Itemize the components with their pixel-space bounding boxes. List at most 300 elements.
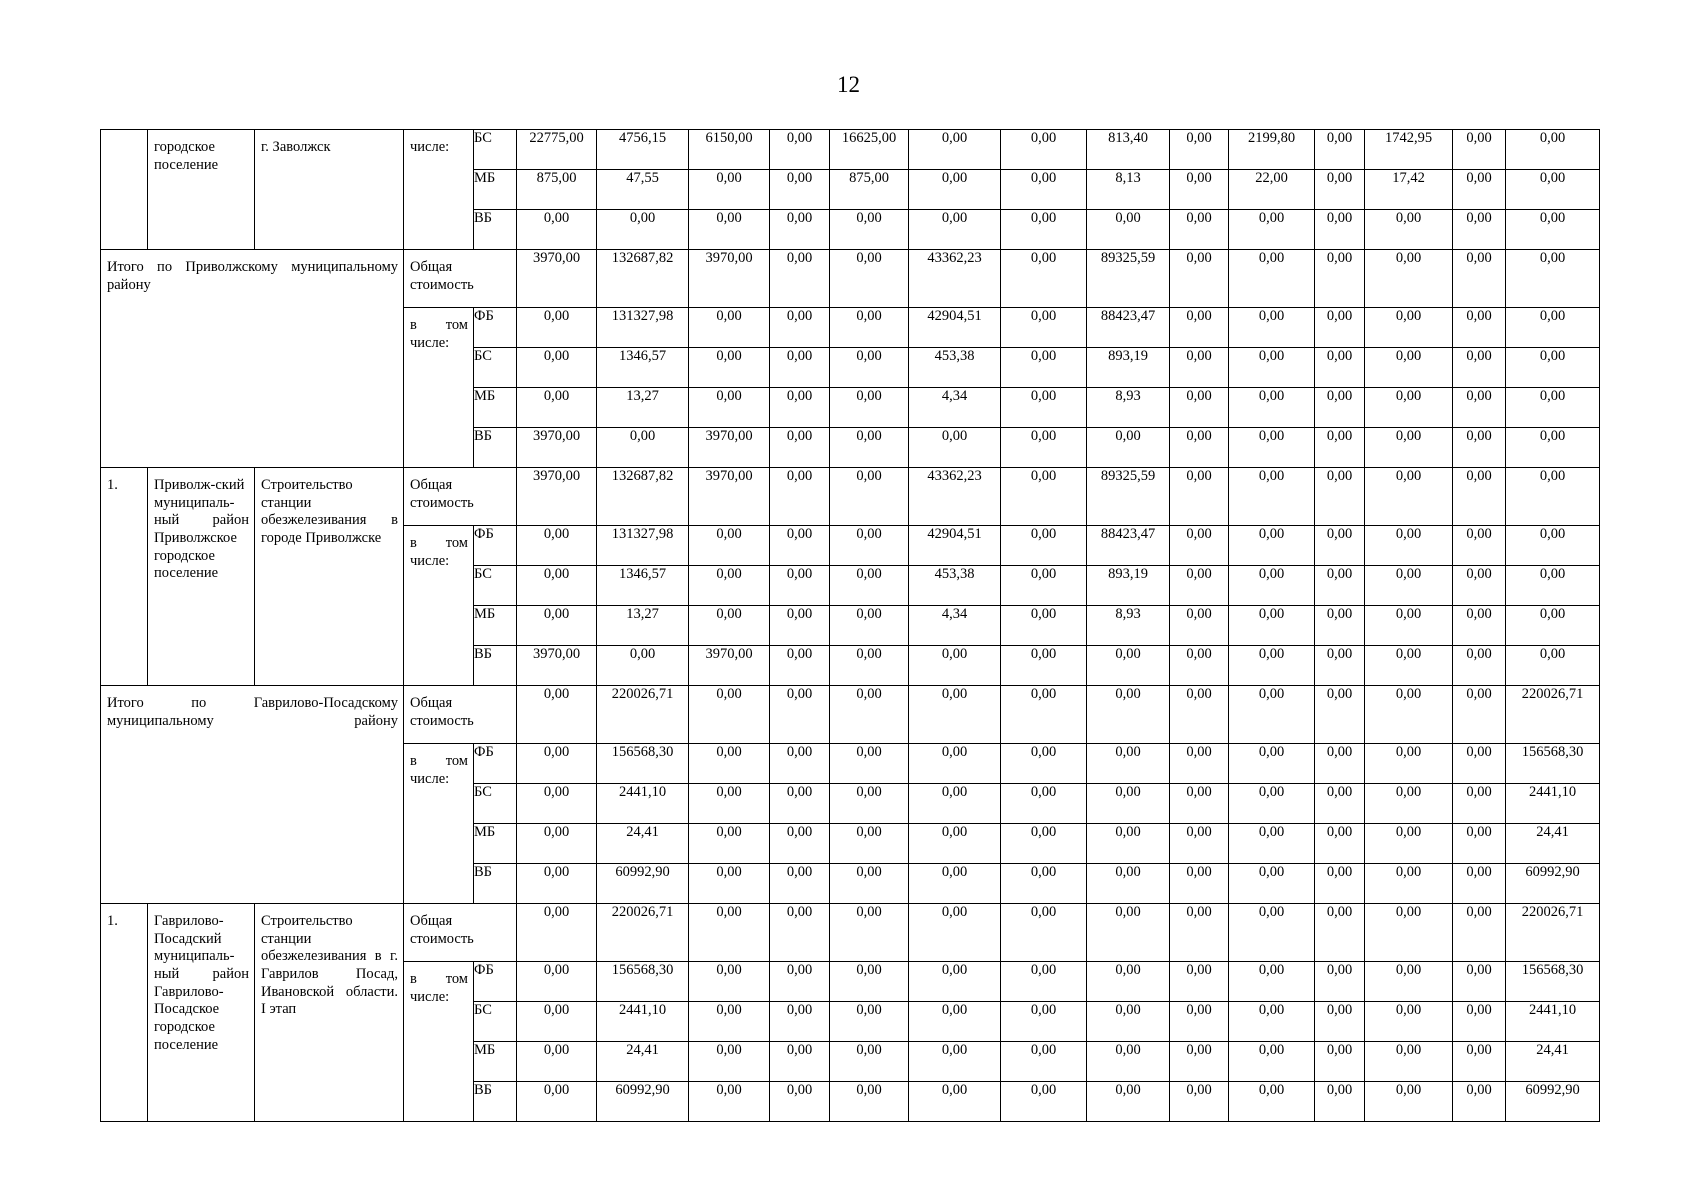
source-cell: БС [474,348,517,388]
value-cell: 0,00 [1453,468,1506,526]
value-cell: 0,00 [1087,864,1170,904]
value-cell: 0,00 [1087,210,1170,250]
value-cell: 0,00 [770,130,830,170]
including-label: числе: [410,139,450,155]
value-cell: 60992,90 [1506,864,1600,904]
number-cell [101,130,148,250]
value-cell: 0,00 [1001,388,1087,428]
value-cell: 0,00 [1087,1082,1170,1122]
value-cell: 2441,10 [1506,784,1600,824]
value-cell: 0,00 [770,1042,830,1082]
source-cell: БС [474,566,517,606]
value-cell: 0,00 [1453,1042,1506,1082]
value-cell: 0,00 [1229,526,1315,566]
value-cell: 0,00 [1315,348,1365,388]
value-cell: 47,55 [597,170,689,210]
value-cell: 0,00 [1506,526,1600,566]
value-cell: 0,00 [1315,686,1365,744]
value-cell: 0,00 [1315,308,1365,348]
value-cell: 42904,51 [909,308,1001,348]
value-cell: 0,00 [1453,170,1506,210]
value-cell: 0,00 [597,428,689,468]
value-cell: 0,00 [1087,1042,1170,1082]
value-cell: 3970,00 [689,646,770,686]
value-cell: 0,00 [770,646,830,686]
value-cell: 0,00 [517,1002,597,1042]
table-row [101,904,1600,962]
value-cell: 89325,59 [1087,250,1170,308]
value-cell: 0,00 [517,744,597,784]
value-cell: 0,00 [1365,526,1453,566]
value-cell: 0,00 [1170,1002,1229,1042]
value-cell: 0,00 [770,308,830,348]
municipality-text: городское поселение [154,139,219,173]
value-cell: 0,00 [770,210,830,250]
value-cell: 0,00 [1315,962,1365,1002]
value-cell: 0,00 [830,526,909,566]
value-cell: 0,00 [1453,784,1506,824]
value-cell: 0,00 [909,1002,1001,1042]
value-cell: 156568,30 [1506,962,1600,1002]
object-cell [255,130,404,250]
value-cell: 0,00 [689,824,770,864]
value-cell: 156568,30 [597,744,689,784]
value-cell: 0,00 [770,686,830,744]
value-cell: 0,00 [1365,606,1453,646]
value-cell: 0,00 [1001,904,1087,962]
value-cell: 0,00 [597,646,689,686]
value-cell: 0,00 [1453,250,1506,308]
object-text: г. Заволжск [261,139,331,155]
value-cell: 0,00 [830,824,909,864]
total-cost-cell [404,250,517,308]
value-cell: 893,19 [1087,348,1170,388]
total-title: Итого по Приволжскому муниципальному району [107,259,398,293]
value-cell: 0,00 [830,388,909,428]
value-cell: 893,19 [1087,566,1170,606]
value-cell: 0,00 [689,784,770,824]
value-cell: 0,00 [1001,686,1087,744]
value-cell: 0,00 [770,962,830,1002]
value-cell: 60992,90 [1506,1082,1600,1122]
value-cell: 0,00 [689,388,770,428]
including-cell [404,130,474,250]
value-cell: 0,00 [1229,824,1315,864]
value-cell: 0,00 [1229,388,1315,428]
source-cell: ФБ [474,962,517,1002]
object-text: Строительство станции обезжелезивания в г. Гаврилов Посад, Ивановской области. I этап [261,913,398,1018]
value-cell: 4,34 [909,606,1001,646]
value-cell: 0,00 [1229,864,1315,904]
value-cell: 0,00 [1170,1042,1229,1082]
value-cell: 0,00 [1229,250,1315,308]
value-cell: 0,00 [830,250,909,308]
value-cell: 0,00 [1453,428,1506,468]
value-cell: 0,00 [1453,210,1506,250]
value-cell: 0,00 [1001,864,1087,904]
value-cell: 0,00 [1365,744,1453,784]
value-cell: 0,00 [1170,250,1229,308]
value-cell: 0,00 [1315,210,1365,250]
value-cell: 0,00 [1506,388,1600,428]
value-cell: 0,00 [770,428,830,468]
value-cell: 0,00 [1453,606,1506,646]
municipality-cell [148,468,255,686]
value-cell: 0,00 [1506,646,1600,686]
table-row [101,250,1600,308]
value-cell: 1346,57 [597,566,689,606]
value-cell: 8,93 [1087,388,1170,428]
value-cell: 453,38 [909,348,1001,388]
value-cell: 0,00 [1365,904,1453,962]
value-cell: 0,00 [1506,308,1600,348]
value-cell: 0,00 [689,744,770,784]
value-cell: 132687,82 [597,250,689,308]
budget-table [100,129,1600,1122]
value-cell: 0,00 [1453,864,1506,904]
value-cell: 0,00 [1365,210,1453,250]
including-label: в том числе: [410,535,468,569]
value-cell: 875,00 [517,170,597,210]
value-cell: 0,00 [689,864,770,904]
value-cell: 0,00 [1087,646,1170,686]
value-cell: 0,00 [830,348,909,388]
value-cell: 24,41 [1506,1042,1600,1082]
value-cell: 0,00 [909,1042,1001,1082]
value-cell: 0,00 [1087,744,1170,784]
value-cell: 0,00 [770,468,830,526]
value-cell: 0,00 [830,904,909,962]
value-cell: 0,00 [830,606,909,646]
value-cell: 0,00 [1365,686,1453,744]
value-cell: 0,00 [830,686,909,744]
value-cell: 0,00 [1001,130,1087,170]
value-cell: 0,00 [1170,526,1229,566]
value-cell: 0,00 [1315,130,1365,170]
value-cell: 24,41 [597,824,689,864]
value-cell: 60992,90 [597,1082,689,1122]
value-cell: 0,00 [1229,962,1315,1002]
value-cell: 0,00 [770,824,830,864]
value-cell: 0,00 [1001,784,1087,824]
value-cell: 0,00 [1170,606,1229,646]
value-cell: 0,00 [1001,824,1087,864]
value-cell: 0,00 [689,210,770,250]
value-cell: 0,00 [1170,646,1229,686]
value-cell: 0,00 [830,308,909,348]
value-cell: 0,00 [1229,784,1315,824]
item-number: 1. [107,477,118,493]
source-cell: ВБ [474,646,517,686]
value-cell: 0,00 [517,1042,597,1082]
value-cell: 0,00 [1229,210,1315,250]
value-cell: 0,00 [770,904,830,962]
including-label: в том числе: [410,317,468,351]
value-cell: 0,00 [770,1002,830,1042]
value-cell: 43362,23 [909,468,1001,526]
value-cell: 0,00 [1001,526,1087,566]
value-cell: 0,00 [1229,566,1315,606]
value-cell: 0,00 [1001,646,1087,686]
value-cell: 131327,98 [597,526,689,566]
value-cell: 131327,98 [597,308,689,348]
value-cell: 0,00 [1453,526,1506,566]
value-cell: 0,00 [830,1082,909,1122]
value-cell: 0,00 [1087,904,1170,962]
value-cell: 0,00 [1453,1002,1506,1042]
value-cell: 0,00 [689,526,770,566]
value-cell: 813,40 [1087,130,1170,170]
value-cell: 0,00 [1087,686,1170,744]
value-cell: 0,00 [770,388,830,428]
value-cell: 0,00 [770,170,830,210]
value-cell: 22,00 [1229,170,1315,210]
value-cell: 0,00 [517,962,597,1002]
value-cell: 6150,00 [689,130,770,170]
value-cell: 2441,10 [1506,1002,1600,1042]
value-cell: 3970,00 [689,468,770,526]
value-cell: 0,00 [1170,308,1229,348]
value-cell: 0,00 [1365,1002,1453,1042]
value-cell: 8,13 [1087,170,1170,210]
value-cell: 0,00 [1229,1042,1315,1082]
value-cell: 0,00 [830,468,909,526]
value-cell: 0,00 [1315,526,1365,566]
value-cell: 0,00 [1365,308,1453,348]
value-cell: 0,00 [1506,428,1600,468]
value-cell: 0,00 [770,1082,830,1122]
value-cell: 0,00 [1506,606,1600,646]
including-cell [404,744,474,904]
value-cell: 0,00 [1001,744,1087,784]
value-cell: 0,00 [1315,170,1365,210]
source-cell: ВБ [474,864,517,904]
value-cell: 0,00 [1087,962,1170,1002]
value-cell: 0,00 [1365,1042,1453,1082]
value-cell: 0,00 [1087,428,1170,468]
value-cell: 0,00 [689,308,770,348]
value-cell: 0,00 [1315,250,1365,308]
value-cell: 0,00 [1229,606,1315,646]
value-cell: 0,00 [1001,250,1087,308]
total-cost-label: Общая стоимость [410,695,474,729]
value-cell: 0,00 [689,1082,770,1122]
item-number: 1. [107,913,118,929]
value-cell: 1346,57 [597,348,689,388]
value-cell: 0,00 [909,686,1001,744]
source-cell: МБ [474,170,517,210]
table-row [101,686,1600,744]
value-cell: 43362,23 [909,250,1001,308]
value-cell: 0,00 [1229,1002,1315,1042]
source-cell: БС [474,130,517,170]
source-cell: ФБ [474,744,517,784]
value-cell: 0,00 [1229,744,1315,784]
value-cell: 0,00 [1365,646,1453,686]
value-cell: 60992,90 [597,864,689,904]
value-cell: 13,27 [597,388,689,428]
source-cell: ВБ [474,1082,517,1122]
value-cell: 0,00 [1453,686,1506,744]
value-cell: 0,00 [517,864,597,904]
value-cell: 0,00 [1170,348,1229,388]
value-cell: 0,00 [1315,864,1365,904]
value-cell: 0,00 [689,686,770,744]
value-cell: 0,00 [1001,962,1087,1002]
value-cell: 0,00 [1315,824,1365,864]
value-cell: 8,93 [1087,606,1170,646]
municipality-text: Приволж-ский муниципаль-ный район Приволжское городское поселение [154,477,249,582]
value-cell: 0,00 [909,646,1001,686]
value-cell: 0,00 [689,170,770,210]
value-cell: 0,00 [1087,1002,1170,1042]
value-cell: 156568,30 [1506,744,1600,784]
value-cell: 0,00 [1506,566,1600,606]
value-cell: 88423,47 [1087,308,1170,348]
value-cell: 0,00 [689,1002,770,1042]
total-title-cell [101,250,404,468]
value-cell: 0,00 [1170,210,1229,250]
value-cell: 0,00 [689,348,770,388]
value-cell: 0,00 [1506,468,1600,526]
value-cell: 0,00 [770,566,830,606]
value-cell: 0,00 [597,210,689,250]
value-cell: 0,00 [517,784,597,824]
value-cell: 0,00 [830,566,909,606]
value-cell: 0,00 [909,824,1001,864]
including-label: в том числе: [410,971,468,1005]
value-cell: 0,00 [1170,428,1229,468]
value-cell: 0,00 [770,784,830,824]
value-cell: 0,00 [689,904,770,962]
source-cell: ФБ [474,308,517,348]
value-cell: 0,00 [1453,130,1506,170]
value-cell: 0,00 [1453,904,1506,962]
value-cell: 0,00 [1365,1082,1453,1122]
value-cell: 0,00 [1453,566,1506,606]
value-cell: 0,00 [830,1042,909,1082]
value-cell: 0,00 [909,962,1001,1002]
value-cell: 220026,71 [597,686,689,744]
value-cell: 0,00 [1506,250,1600,308]
value-cell: 0,00 [689,566,770,606]
value-cell: 0,00 [689,1042,770,1082]
including-label: в том числе: [410,753,468,787]
value-cell: 0,00 [1315,388,1365,428]
value-cell: 0,00 [1365,784,1453,824]
value-cell: 0,00 [1453,1082,1506,1122]
number-cell [101,468,148,686]
value-cell: 0,00 [1453,824,1506,864]
municipality-cell [148,904,255,1122]
value-cell: 0,00 [1001,308,1087,348]
value-cell: 0,00 [830,744,909,784]
value-cell: 0,00 [1453,962,1506,1002]
value-cell: 0,00 [830,784,909,824]
value-cell: 0,00 [1315,744,1365,784]
value-cell: 0,00 [517,308,597,348]
value-cell: 0,00 [1365,428,1453,468]
value-cell: 0,00 [1170,1082,1229,1122]
value-cell: 0,00 [1315,1002,1365,1042]
value-cell: 0,00 [1453,388,1506,428]
source-cell: МБ [474,824,517,864]
value-cell: 0,00 [1315,646,1365,686]
value-cell: 3970,00 [517,250,597,308]
value-cell: 220026,71 [597,904,689,962]
object-cell [255,468,404,686]
value-cell: 0,00 [830,646,909,686]
value-cell: 0,00 [517,606,597,646]
value-cell: 0,00 [1229,646,1315,686]
value-cell: 0,00 [1315,566,1365,606]
value-cell: 0,00 [1170,784,1229,824]
value-cell: 0,00 [1170,864,1229,904]
value-cell: 0,00 [1170,962,1229,1002]
total-cost-label: Общая стоимость [410,477,474,511]
value-cell: 0,00 [1001,1042,1087,1082]
page-number: 12 [837,72,860,97]
value-cell: 3970,00 [689,250,770,308]
including-cell [404,308,474,468]
value-cell: 0,00 [830,962,909,1002]
including-cell [404,962,474,1122]
value-cell: 0,00 [1001,428,1087,468]
value-cell: 0,00 [1170,824,1229,864]
value-cell: 3970,00 [517,468,597,526]
value-cell: 0,00 [1506,130,1600,170]
total-cost-cell [404,686,517,744]
value-cell: 0,00 [1365,250,1453,308]
total-cost-cell [404,468,517,526]
value-cell: 0,00 [909,210,1001,250]
value-cell: 3970,00 [689,428,770,468]
value-cell: 0,00 [1315,904,1365,962]
value-cell: 0,00 [770,250,830,308]
value-cell: 0,00 [830,864,909,904]
municipality-text: Гаврилово-Посадский муниципаль-ный район Гаврилово-Посадское городское поселение [154,913,249,1053]
value-cell: 220026,71 [1506,686,1600,744]
value-cell: 0,00 [909,744,1001,784]
value-cell: 0,00 [830,1002,909,1042]
value-cell: 0,00 [1170,904,1229,962]
value-cell: 0,00 [770,348,830,388]
value-cell: 0,00 [1001,210,1087,250]
value-cell: 0,00 [1365,388,1453,428]
value-cell: 0,00 [1087,824,1170,864]
source-cell: МБ [474,388,517,428]
value-cell: 1742,95 [1365,130,1453,170]
value-cell: 0,00 [1453,744,1506,784]
value-cell: 0,00 [1506,210,1600,250]
table-row [101,468,1600,526]
value-cell: 0,00 [1001,606,1087,646]
source-cell: МБ [474,606,517,646]
value-cell: 0,00 [830,428,909,468]
value-cell: 0,00 [1170,388,1229,428]
source-cell: ФБ [474,526,517,566]
total-cost-label: Общая стоимость [410,259,474,293]
value-cell: 0,00 [909,904,1001,962]
total-cost-cell [404,904,517,962]
value-cell: 0,00 [517,566,597,606]
municipality-cell [148,130,255,250]
value-cell: 0,00 [1229,428,1315,468]
value-cell: 0,00 [1001,348,1087,388]
value-cell: 2199,80 [1229,130,1315,170]
value-cell: 0,00 [1315,1082,1365,1122]
value-cell: 0,00 [1001,468,1087,526]
